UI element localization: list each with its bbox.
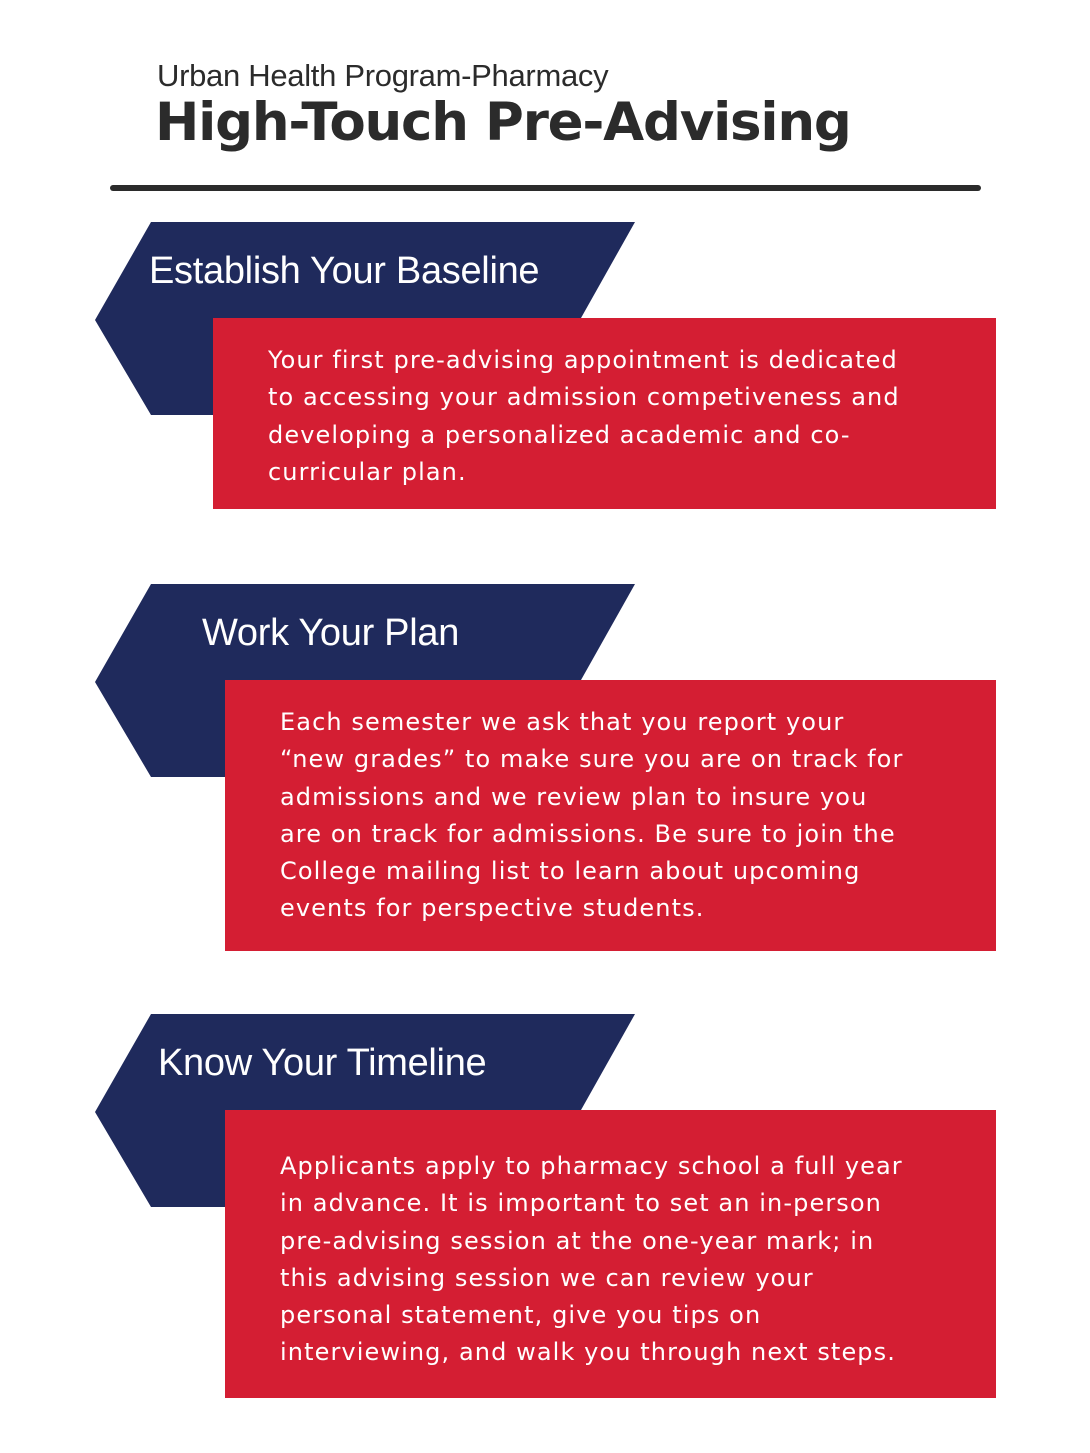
header-divider [110,185,981,191]
section-body: Your first pre-advising appointment is dedicated to accessing your admission competiveness and developing a personalized academic and co- curricular plan. [268,346,900,486]
program-subtitle: Urban Health Program-Pharmacy [157,58,609,93]
section-body: Each semester we ask that you report your “new grades” to make sure you are on track for admissions and we review plan to insure you are on track for admissions. Be sure to join the College mailing list to learn about upcoming events for perspective students. [280,708,904,923]
section-heading: Work Your Plan [202,612,460,654]
page-title: High-Touch Pre-Advising [155,92,851,153]
section-heading: Know Your Timeline [158,1042,487,1084]
section-heading: Establish Your Baseline [149,250,540,292]
section-body: Applicants apply to pharmacy school a full year in advance. It is important to set an in-person pre-advising session at the one-year mark; in this advising session we can review your personal statement, give you tips on interviewing, and walk you through next steps. [280,1152,903,1367]
